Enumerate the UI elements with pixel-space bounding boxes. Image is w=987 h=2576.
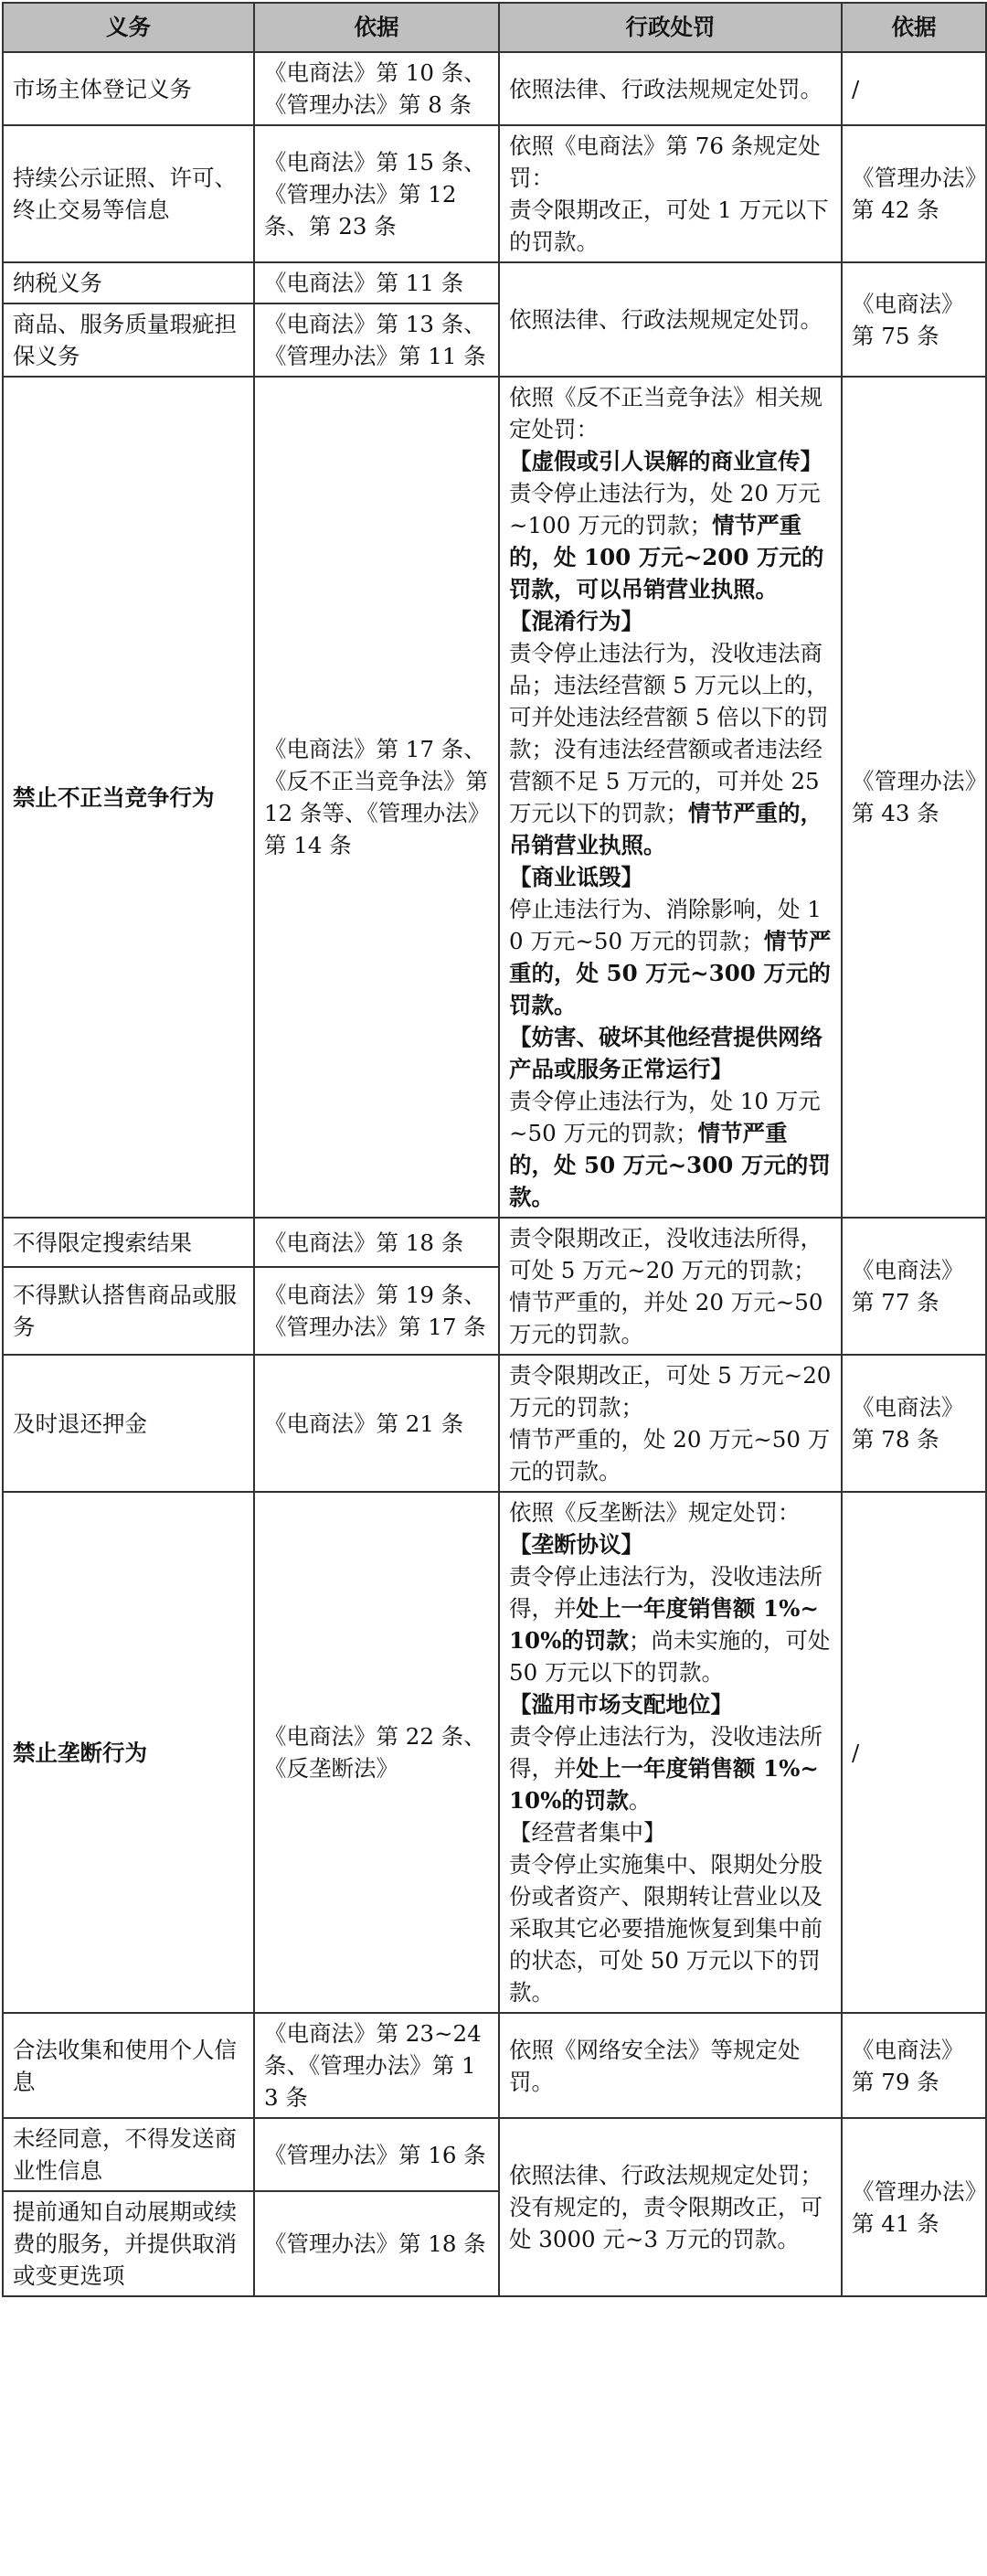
penalty-basis-cell: 《管理办法》第 41 条 xyxy=(842,2118,986,2296)
penalty-cell xyxy=(499,125,842,262)
penalty-basis-cell: / xyxy=(842,1492,986,2013)
penalty-basis-cell: 《管理办法》第 43 条 xyxy=(842,377,986,1218)
basis-cell: 《电商法》第 18 条 xyxy=(254,1218,499,1267)
penalty-text: 责令停止实施集中、限期处分股份或者资产、限期转让营业以及采取其它必要措施恢复到集中前的状态，可处 50 万元以下的罚款。 xyxy=(509,1851,822,2006)
obligation-cell: 持续公示证照、许可、终止交易等信息 xyxy=(3,125,254,262)
penalty-severe: 情节严重的，吊销营业执照。 xyxy=(509,800,822,858)
obligation-cell: 合法收集和使用个人信息 xyxy=(3,2013,254,2118)
basis-cell: 《管理办法》第 18 条 xyxy=(254,2191,499,2296)
penalty-line: 责令限期改正，可处 1 万元以下的罚款。 xyxy=(509,197,829,255)
penalty-intro: 依照《反不正当竞争法》相关规定处罚： xyxy=(509,384,822,442)
penalty-severe: 处上一年度销售额 1%~10%的罚款 xyxy=(509,1755,819,1814)
header-obligation: 义务 xyxy=(3,3,254,52)
penalty-detail: ；尚未实施的，可处 50 万元以下的罚款。 xyxy=(509,1627,831,1686)
table-row xyxy=(3,1355,986,1492)
penalty-detail: 责令停止违法行为，处 10 万元~50 万元的罚款； xyxy=(509,1088,821,1146)
penalty-cell: 依照法律、行政法规规定处罚。 xyxy=(499,52,842,125)
table-row xyxy=(3,1492,986,2013)
basis-cell: 《管理办法》第 16 条 xyxy=(254,2118,499,2191)
obligation-cell: 不得限定搜索结果 xyxy=(3,1218,254,1267)
obligation-cell: 纳税义务 xyxy=(3,262,254,303)
penalty-basis-cell: 《电商法》第 75 条 xyxy=(842,262,986,377)
penalty-cell xyxy=(499,2118,842,2296)
penalty-severe: 情节严重的，处 50 万元~300 万元的罚款。 xyxy=(509,928,832,1018)
table-row xyxy=(3,125,986,262)
penalty-line: 依照《电商法》第 76 条规定处罚： xyxy=(509,133,821,191)
penalty-detail: 。 xyxy=(628,1787,652,1814)
penalty-text xyxy=(509,1560,832,1688)
penalty-text xyxy=(509,1720,832,1816)
obligation-cell: 商品、服务质量瑕疵担保义务 xyxy=(3,303,254,377)
penalty-detail: 责令停止违法行为，没收违法商品；违法经营额 5 万元以上的，可并处违法经营额 5 倍以下的罚款；没有违法经营额或者违法经营额不足 5 万元的，可并处 25 万元以下的罚款； xyxy=(509,640,829,826)
penalty-basis-cell: / xyxy=(842,52,986,125)
basis-cell: 《电商法》第 11 条 xyxy=(254,262,499,303)
penalty-heading: 【妨害、破坏其他经营提供网络产品或服务正常运行】 xyxy=(509,1024,822,1082)
penalty-text xyxy=(509,637,832,861)
penalty-cell: 依照《网络安全法》等规定处罚。 xyxy=(499,2013,842,2118)
penalty-detail: 责令停止违法行为，处 20 万元~100 万元的罚款； xyxy=(509,480,821,538)
header-penalty: 行政处罚 xyxy=(499,3,842,52)
basis-cell: 《电商法》第 13 条、《管理办法》第 11 条 xyxy=(254,303,499,377)
table-row xyxy=(3,52,986,125)
obligation-cell: 市场主体登记义务 xyxy=(3,52,254,125)
penalty-intro: 依照《反垄断法》规定处罚： xyxy=(509,1499,801,1526)
penalty-cell: 依照法律、行政法规规定处罚。 xyxy=(499,262,842,377)
penalty-heading: 【滥用市场支配地位】 xyxy=(509,1691,733,1718)
penalty-heading: 【经营者集中】 xyxy=(509,1819,666,1846)
header-penalty-basis: 依据 xyxy=(842,3,986,52)
penalty-severe: 情节严重的，处 100 万元~200 万元的罚款，可以吊销营业执照。 xyxy=(509,512,824,602)
penalty-heading: 【混淆行为】 xyxy=(509,608,643,634)
penalty-text xyxy=(509,477,832,605)
penalty-text xyxy=(509,1085,832,1213)
table-row xyxy=(3,2118,986,2191)
obligation-cell: 未经同意，不得发送商业性信息 xyxy=(3,2118,254,2191)
penalty-text xyxy=(509,893,832,1021)
penalty-severe: 处上一年度销售额 1%~10%的罚款 xyxy=(509,1595,819,1654)
penalty-line: 责令限期改正，可处 5 万元~20 万元的罚款； xyxy=(509,1362,832,1421)
penalty-detail: 责令停止违法行为，没收违法所得，并 xyxy=(509,1563,822,1622)
penalty-heading: 【商业诋毁】 xyxy=(509,864,643,890)
obligation-cell: 提前通知自动展期或续费的服务，并提供取消或变更选项 xyxy=(3,2191,254,2296)
table-row xyxy=(3,1218,986,1267)
penalty-detail: 停止违法行为、消除影响，处 10 万元~50 万元的罚款； xyxy=(509,896,822,954)
basis-cell: 《电商法》第 21 条 xyxy=(254,1355,499,1492)
penalty-basis-cell: 《管理办法》第 42 条 xyxy=(842,125,986,262)
penalty-severe: 情节严重的，处 50 万元~300 万元的罚款。 xyxy=(509,1120,831,1210)
penalty-line: 责令限期改正，没收违法所得，可处 5 万元~20 万元的罚款； xyxy=(509,1225,822,1283)
basis-cell: 《电商法》第 17 条、《反不正当竞争法》第 12 条等、《管理办法》第 14 条 xyxy=(254,377,499,1218)
penalty-heading: 【虚假或引人误解的商业宣传】 xyxy=(509,448,822,474)
header-basis: 依据 xyxy=(254,3,499,52)
obligation-cell: 禁止垄断行为 xyxy=(3,1492,254,2013)
basis-cell: 《电商法》第 23~24 条、《管理办法》第 13 条 xyxy=(254,2013,499,2118)
header-row xyxy=(3,3,986,52)
penalty-cell xyxy=(499,1492,842,2013)
obligation-cell: 及时退还押金 xyxy=(3,1355,254,1492)
penalty-line: 没有规定的，责令限期改正，可处 3000 元~3 万元的罚款。 xyxy=(509,2194,822,2252)
penalty-line: 情节严重的，处 20 万元~50 万元的罚款。 xyxy=(509,1426,831,1485)
table-row xyxy=(3,262,986,303)
penalty-cell xyxy=(499,1218,842,1355)
basis-cell: 《电商法》第 19 条、《管理办法》第 17 条 xyxy=(254,1267,499,1355)
penalty-detail: 责令停止违法行为，没收违法所得，并 xyxy=(509,1723,822,1782)
penalty-basis-cell: 《电商法》第 79 条 xyxy=(842,2013,986,2118)
regulation-table xyxy=(2,2,987,2297)
basis-cell: 《电商法》第 22 条、《反垄断法》 xyxy=(254,1492,499,2013)
obligation-cell: 不得默认搭售商品或服务 xyxy=(3,1267,254,1355)
obligation-cell: 禁止不正当竞争行为 xyxy=(3,377,254,1218)
basis-cell: 《电商法》第 15 条、《管理办法》第 12 条、第 23 条 xyxy=(254,125,499,262)
penalty-basis-cell: 《电商法》第 78 条 xyxy=(842,1355,986,1492)
basis-cell: 《电商法》第 10 条、《管理办法》第 8 条 xyxy=(254,52,499,125)
penalty-cell xyxy=(499,377,842,1218)
table-row xyxy=(3,2013,986,2118)
penalty-line: 依照法律、行政法规规定处罚； xyxy=(509,2162,822,2188)
penalty-heading: 【垄断协议】 xyxy=(509,1531,643,1558)
penalty-cell xyxy=(499,1355,842,1492)
table-row xyxy=(3,377,986,1218)
penalty-basis-cell: 《电商法》第 77 条 xyxy=(842,1218,986,1355)
penalty-line: 情节严重的，并处 20 万元~50 万元的罚款。 xyxy=(509,1289,823,1347)
